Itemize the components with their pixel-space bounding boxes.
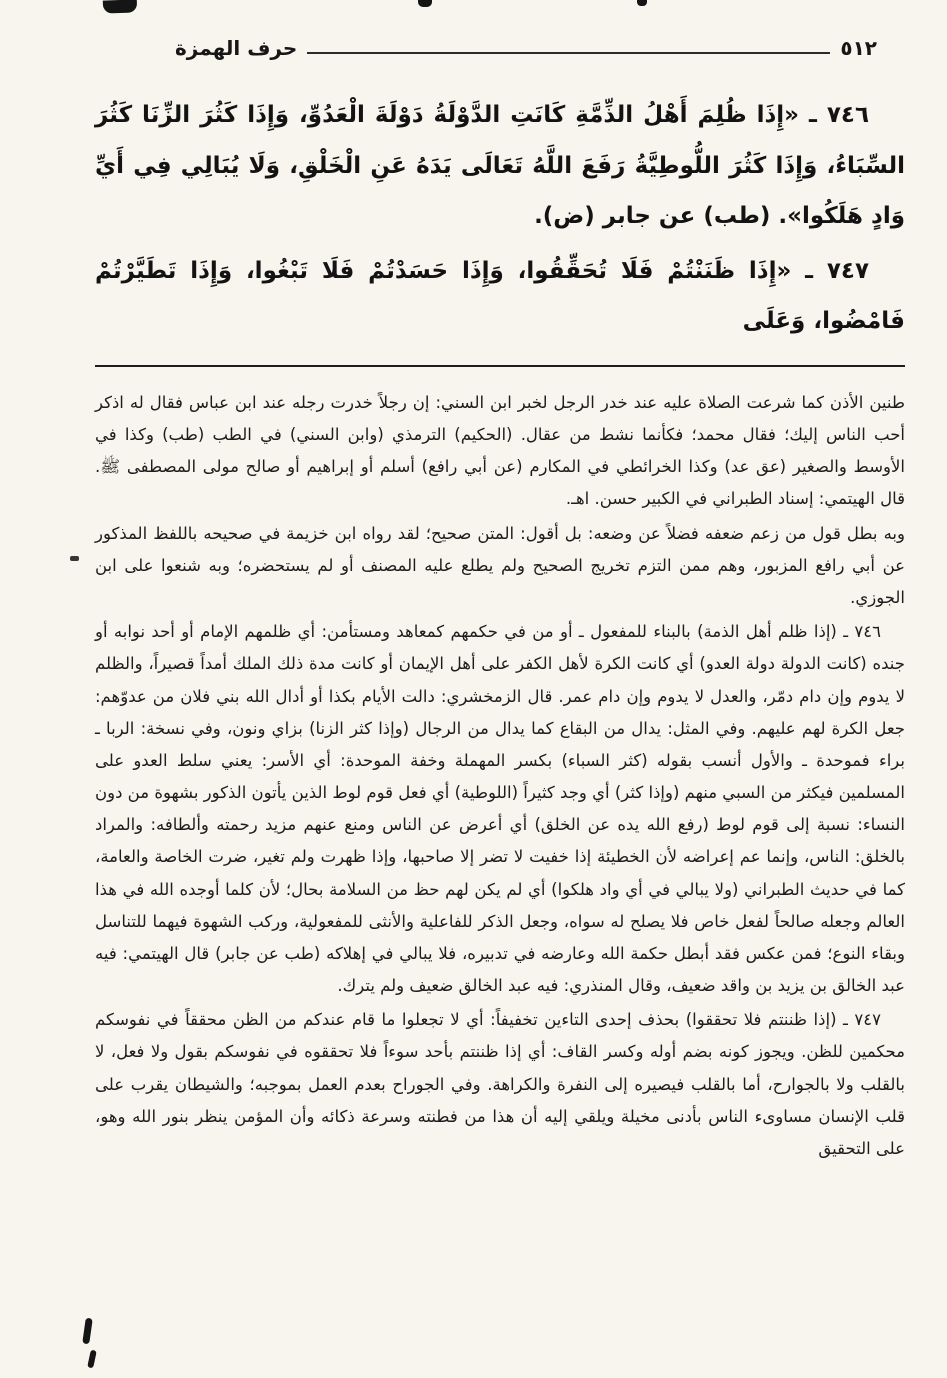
commentary-paragraph-746: ٧٤٦ ـ (إذا ظلم أهل الذمة) بالبناء للمفعول ـ أو من في حكمهم كمعاهد ومستأمن: أي ظلمهم الإمام أو أحد نوابه أو جنده (كانت الدولة دولة العدو) أي كانت الكرة لأهل الكفر على أهل الإيمان أو كانت مدة ذلك الملك أمداً قصيراً، والظلم لا يدوم وإن دام دمّر، والعدل لا يدوم وإن دام عمر. قال الزمخشري: دالت الأيام بكذا أو أدال الله بني فلان من عدوّهم: جعل الكرة لهم عليهم. وفي المثل: يدال من البقاع كما يدال من الرجال (وإذا كثر الزنا) بزاي ونون، وفي نسخة: الربا ـ براء فموحدة ـ والأول أنسب بقوله (كثر السباء) بكسر المهملة وخفة الموحدة: أي الأسر: يعني سلط العدو على المسلمين فيكثر من السبي منهم (وإذا كثر) أي وجد كثيراً (اللوطية) أي فعل قوم لوط الذين يأتون الذكور بشهوة من دون النساء: نسبة إلى قوم لوط (رفع الله يده عن الخلق) أي أعرض عن الناس ومنع عنهم مزيد رحمته وألطافه: والمراد بالخلق: الناس، وإنما عم إعراضه لأن الخطيئة إذا خفيت لا تضر إلا صاحبها، وإذا ظهرت ولم تغير، ضرت الخاصة والعامة، كما في حديث الطبراني (ولا يبالي في أي واد هلكوا) أي لم يكن لهم حظ من السلامة بحال؛ لأن كلما أوجده الله في هذا العالم وجعله صالحاً لفعل خاص فلا يصلح له سواه، وجعل الذكر للفاعلية والأنثى للمفعولية، وركب الشهوة فيهما للتناسل وبقاء النوع؛ فمن عكس فقد أبطل حكمة الله وعارضه في تدبيره، فلا يبالي في إهلاكه (طب عن جابر) قال الهيتمي: فيه عبد الخالق بن يزيد بن واقد ضعيف، وقال المنذري: فيه عبد الخالق ضعيف ولم يترك. xyxy=(95,622,905,996)
commentary-paragraph-747: ٧٤٧ ـ (إذا ظننتم فلا تحققوا) بحذف إحدى التاءين تخفيفاً: أي لا تجعلوا ما قام عندكم من الظن محققاً في نفوسكم محكمين للظن. ويجوز كونه بضم أوله وكسر القاف: أي إذا ظننتم بأحد سوءاً فلا تحققوه في نفوسكم بقول ولا فعل، لا بالقلب ولا بالجوارح، أما بالقلب فيصيره إلى النفرة والكراهة. وفي الجوراح بعدم العمل بموجبه؛ والشيطان يقرب على قلب الإنسان مساوىء الناس بأدنى مخيلة ويلقي إليه أن هذا من فطنته وسرعة ذكائه وأن المؤمن ينظر بنور الله وهو، على التحقيق xyxy=(95,1010,905,1158)
scan-artifact xyxy=(637,0,647,6)
commentary-section xyxy=(95,387,905,1165)
chapter-title: حرف الهمزة xyxy=(175,36,298,60)
scan-artifact xyxy=(82,1318,93,1345)
hadith-746-text: ٧٤٦ ـ «إِذَا ظُلِمَ أَهْلُ الذِّمَّةِ كَانَتِ الدَّوْلَةُ دَوْلَةَ الْعَدُوِّ، وَإِذَا كَثُرَ الزِّنَا كَثُرَ السِّبَاءُ، وَإِذَا كَثُرَ اللُّوطِيَّةُ رَفَعَ اللَّهُ تَعَالَى يَدَهُ عَنِ الْخَلْقِ، وَلَا يُبَالِي فِي أَيِّ وَادٍ هَلَكُوا». (طب) عن جابر (ض). xyxy=(95,102,905,230)
scan-artifact xyxy=(103,0,137,14)
section-separator xyxy=(95,365,905,367)
hadith-section xyxy=(95,90,905,347)
scan-artifact xyxy=(418,0,432,7)
commentary-paragraph-continuation: طنين الأذن كما شرعت الصلاة عليه عند خدر الرجل لخبر ابن السني: إن رجلاً خدرت رجله عند ابن عباس فقال له اذكر أحب الناس إليك؛ فقال محمد؛ فكأنما نشط من عقال. (الحكيم) الترمذي (وابن السني) في الطب (طب) وكذا في الأوسط والصغير (عق عد) وكذا الخرائطي في المكارم (عن أبي رافع) أسلم أو إبراهيم أو صالح مولى المصطفى ﷺ. قال الهيتمي: إسناد الطبراني في الكبير حسن. اهـ. xyxy=(95,392,905,509)
scan-artifact xyxy=(87,1350,97,1369)
header-rule xyxy=(307,52,830,54)
page-header xyxy=(95,36,905,60)
page-number: ٥١٢ xyxy=(840,36,877,60)
commentary-paragraph-authenticity: وبه بطل قول من زعم ضعفه فضلاً عن وضعه: بل أقول: المتن صحيح؛ لقد رواه ابن خزيمة في صحيحه باللفظ المذكور عن أبي رافع المزبور، وهم ممن التزم تخريج الصحيح ولم يطلع عليه المصنف أو لم يستحضره؛ وبه شنعوا على ابن الجوزي. xyxy=(95,523,905,607)
scan-artifact xyxy=(70,556,79,561)
hadith-747-text: ٧٤٧ ـ «إِذَا ظَنَنْتُمْ فَلَا تُحَقِّقُوا، وَإِذَا حَسَدْتُمْ فَلَا تَبْغُوا، وَإِذَا تَطَيَّرْتُمْ فَامْضُوا، وَعَلَى xyxy=(95,257,905,335)
page-content xyxy=(95,36,905,1167)
